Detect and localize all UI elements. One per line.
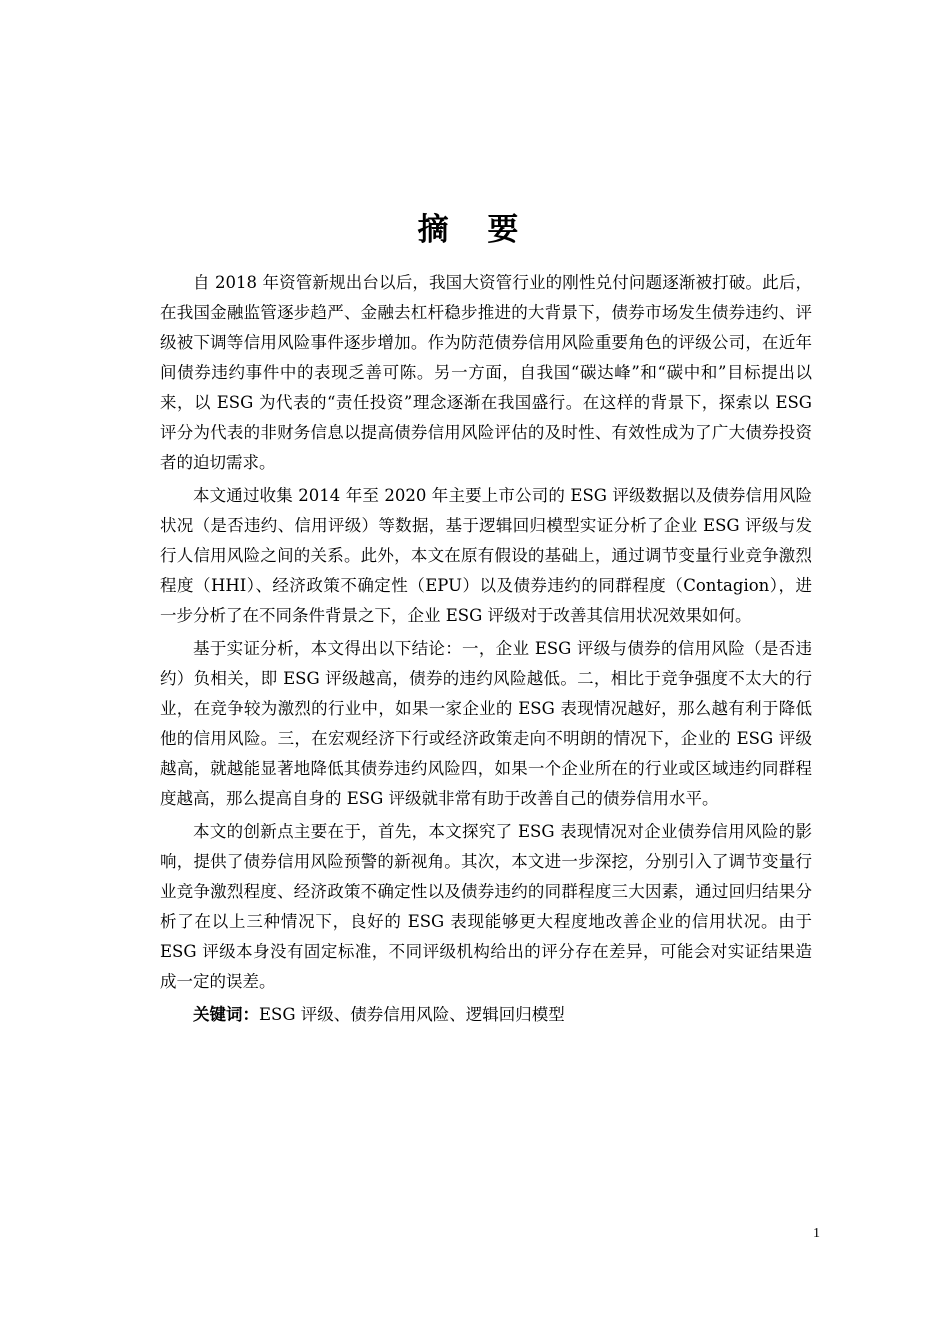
abstract-paragraph-1: 自 2018 年资管新规出台以后，我国大资管行业的刚性兑付问题逐渐被打破。此后，在我国金融监管逐步趋严、金融去杠杆稳步推进的大背景下，债券市场发生债券违约、评级被下调等信用风险事件逐步增加。作为防范债券信用风险重要角色的评级公司，在近年间债券违约事件中的表现乏善可陈。另一方面，自我国“碳达峰”和“碳中和”目标提出以来，以 ESG 为代表的“责任投资”理念逐渐在我国盛行。在这样的背景下，探索以 ESG 评分为代表的非财务信息以提高债券信用风险评估的及时性、有效性成为了广大债券投资者的迫切需求。	[160, 273, 812, 472]
keywords-label: 关键词：	[193, 1005, 259, 1024]
abstract-paragraph-3: 基于实证分析，本文得出以下结论：一，企业 ESG 评级与债券的信用风险（是否违约）负相关，即 ESG 评级越高，债券的违约风险越低。二，相比于竞争强度不太大的行业，在竞争较为激烈的行业中，如果一家企业的 ESG 表现情况越好，那么越有利于降低他的信用风险。三，在宏观经济下行或经济政策走向不明朗的情况下，企业的 ESG 评级越高，就越能显著地降低其债券违约风险四，如果一个企业所在的行业或区域违约同群程度越高，那么提高自身的 ESG 评级就非常有助于改善自己的债券信用水平。	[160, 639, 812, 808]
page-number: 1	[813, 1226, 820, 1241]
keywords-text: ESG 评级、债券信用风险、逻辑回归模型	[259, 1005, 565, 1024]
abstract-paragraph-4: 本文的创新点主要在于，首先，本文探究了 ESG 表现情况对企业债券信用风险的影响，提供了债券信用风险预警的新视角。其次，本文进一步深挖，分别引入了调节变量行业竞争激烈程度、经济政策不确定性以及债券违约的同群程度三大因素，通过回归结果分析了在以上三种情况下，良好的 ESG 表现能够更大程度地改善企业的信用状况。由于 ESG 评级本身没有固定标准，不同评级机构给出的评分存在差异，可能会对实证结果造成一定的误差。	[160, 822, 812, 991]
abstract-body	[160, 268, 812, 1030]
abstract-paragraph-2: 本文通过收集 2014 年至 2020 年主要上市公司的 ESG 评级数据以及债券信用风险状况（是否违约、信用评级）等数据，基于逻辑回归模型实证分析了企业 ESG 评级与发行人信用风险之间的关系。此外，本文在原有假设的基础上，通过调节变量行业竞争激烈程度（HHI）、经济政策不确定性（EPU）以及债券违约的同群程度（Contagion），进一步分析了在不同条件背景之下，企业 ESG 评级对于改善其信用状况效果如何。	[160, 486, 812, 625]
keywords-line	[160, 1000, 812, 1030]
page-title: 摘 要	[417, 212, 533, 248]
